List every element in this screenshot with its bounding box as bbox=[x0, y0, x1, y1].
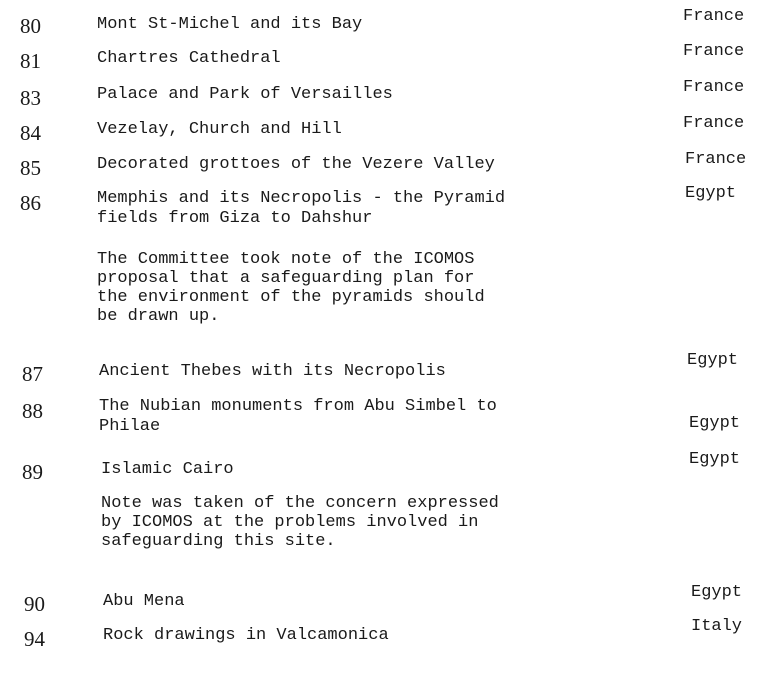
site-title: Rock drawings in Valcamonica bbox=[103, 626, 389, 645]
site-country: Egypt bbox=[685, 184, 737, 203]
site-title: Mont St-Michel and its Bay bbox=[97, 15, 363, 34]
site-country: France bbox=[683, 114, 745, 133]
site-title: Decorated grottoes of the Vezere Valley bbox=[97, 155, 495, 174]
site-number: 88 bbox=[22, 399, 43, 423]
site-country: France bbox=[683, 7, 745, 26]
site-number: 89 bbox=[22, 460, 43, 484]
site-number: 83 bbox=[20, 86, 41, 110]
site-country: Egypt bbox=[691, 583, 743, 602]
site-title: Chartres Cathedral bbox=[97, 49, 281, 68]
site-number: 90 bbox=[24, 592, 45, 616]
site-title: Ancient Thebes with its Necropolis bbox=[99, 362, 446, 381]
site-title: Vezelay, Church and Hill bbox=[97, 120, 342, 139]
site-number: 81 bbox=[20, 49, 41, 73]
site-title: Abu Mena bbox=[103, 592, 185, 611]
site-number: 85 bbox=[20, 156, 41, 180]
site-country: France bbox=[683, 78, 745, 97]
site-title: Islamic Cairo bbox=[101, 460, 234, 479]
committee-note: The Committee took note of the ICOMOS proposal that a safeguarding plan for the environment of the pyramids should be drawn up. bbox=[97, 250, 485, 326]
committee-note: Note was taken of the concern expressed by ICOMOS at the problems involved in safeguarding this site. bbox=[101, 494, 499, 551]
site-title: The Nubian monuments from Abu Simbel to Philae bbox=[99, 397, 497, 436]
site-country: Italy bbox=[691, 617, 743, 636]
site-country: Egypt bbox=[687, 351, 739, 370]
site-number: 87 bbox=[22, 362, 43, 386]
site-country: Egypt bbox=[689, 450, 741, 469]
site-country: France bbox=[683, 42, 745, 61]
site-number: 86 bbox=[20, 191, 41, 215]
site-number: 94 bbox=[24, 627, 45, 651]
site-country: France bbox=[685, 150, 747, 169]
site-country: Egypt bbox=[689, 414, 741, 433]
site-number: 80 bbox=[20, 14, 41, 38]
site-number: 84 bbox=[20, 121, 41, 145]
site-title: Palace and Park of Versailles bbox=[97, 85, 393, 104]
site-title: Memphis and its Necropolis - the Pyramid fields from Giza to Dahshur bbox=[97, 189, 506, 228]
